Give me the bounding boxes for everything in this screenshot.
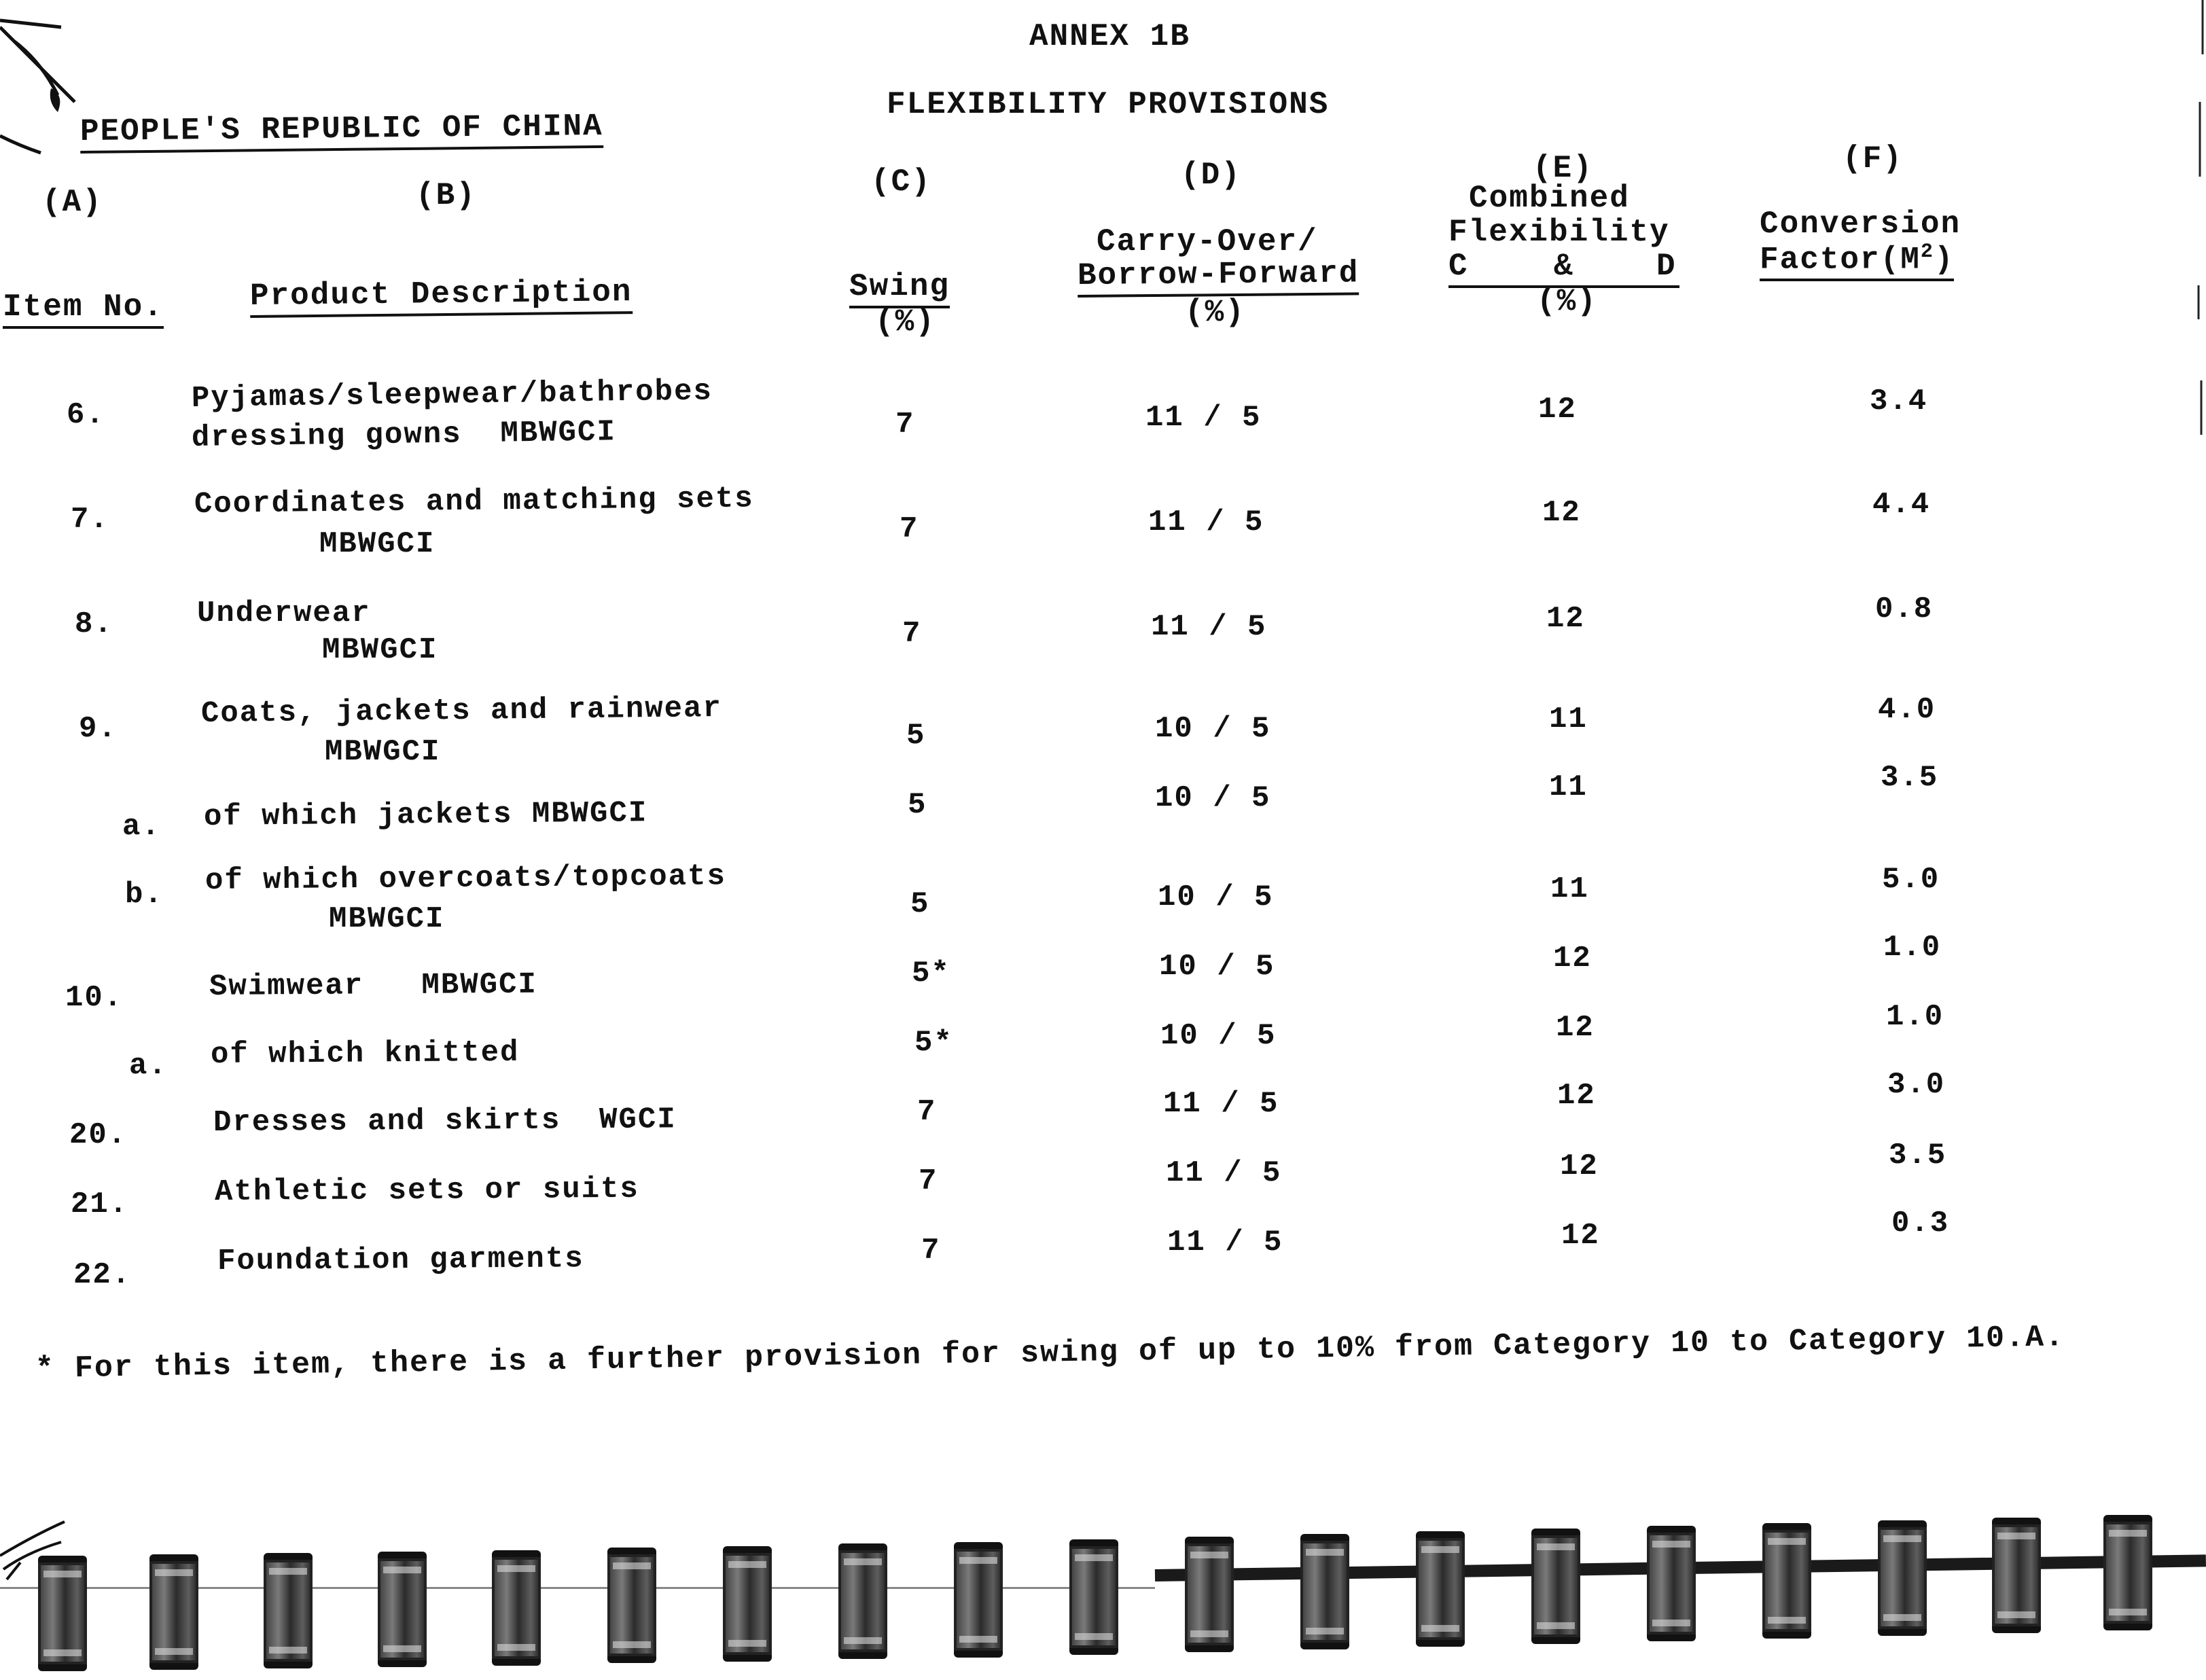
binding-coil (1762, 1523, 1811, 1639)
table-row-combined: 12 (1561, 1219, 1600, 1253)
table-row-swing: 7 (919, 1164, 938, 1198)
table-row-factor: 1.0 (1883, 931, 1942, 965)
table-row-description: Coats, jackets and rainwear (200, 691, 723, 731)
column-a-letter: (A) (42, 185, 103, 220)
table-row-carry: 10 / 5 (1159, 950, 1275, 984)
binding-coil (492, 1550, 541, 1666)
table-row-factor: 1.0 (1886, 1000, 1944, 1034)
binding-coil (2103, 1515, 2152, 1630)
table-row-swing: 7 (917, 1095, 937, 1129)
table-row-item: a. (122, 810, 161, 844)
binding-coil (1185, 1537, 1234, 1652)
column-c-unit: (%) (875, 304, 936, 340)
table-row-swing: 5 (908, 788, 927, 822)
table-row-item: a. (129, 1049, 168, 1083)
table-row-description-line2: MBWGCI (325, 735, 441, 769)
table-row-description-line2: dressing gowns MBWGCI (191, 415, 617, 455)
binding-coil (1992, 1518, 2041, 1633)
table-row-description: of which knitted (210, 1035, 520, 1072)
column-f-header-line1: Conversion (1760, 207, 1961, 242)
binding-coil (378, 1552, 427, 1667)
table-row-carry: 10 / 5 (1160, 1019, 1277, 1053)
table-row-combined: 12 (1557, 1079, 1596, 1113)
annex-label: ANNEX 1B (1029, 19, 1190, 54)
column-d-header-line1: Carry-Over/ (1097, 224, 1318, 260)
column-e-amp-label: & (1554, 249, 1574, 284)
column-d-unit: (%) (1185, 295, 1245, 330)
table-row-description: of which overcoats/topcoats (204, 859, 727, 898)
table-row-item: 22. (73, 1258, 132, 1292)
table-row-description: Pyjamas/sleepwear/bathrobes (191, 374, 713, 416)
binding-coil (1878, 1520, 1927, 1636)
binding-coil (264, 1553, 313, 1668)
table-row-combined: 12 (1538, 393, 1577, 427)
table-row-description-line2: MBWGCI (329, 902, 445, 936)
table-row-description-line2: MBWGCI (322, 633, 438, 667)
table-row-carry: 10 / 5 (1155, 712, 1271, 746)
table-row-item: 21. (71, 1187, 129, 1221)
binding-coil (954, 1542, 1003, 1658)
table-row-factor: 0.3 (1891, 1207, 1950, 1240)
column-f-header-line2 (1760, 240, 1954, 281)
column-c-letter: (C) (871, 164, 931, 200)
table-row-factor: 3.0 (1887, 1068, 1946, 1102)
column-d-header-line2: Borrow-Forward (1078, 255, 1359, 298)
column-e-c-label: C (1448, 249, 1469, 284)
binding-coil (149, 1554, 198, 1670)
table-row-factor: 3.5 (1889, 1139, 1947, 1173)
table-row-item: 20. (69, 1118, 128, 1152)
table-row-swing: 5 (910, 887, 930, 921)
document-title: FLEXIBILITY PROVISIONS (887, 87, 1330, 122)
column-e-header-line3 (1448, 249, 1679, 288)
table-row-description: Swimwear MBWGCI (209, 967, 538, 1004)
table-row-factor: 4.0 (1878, 693, 1936, 727)
table-row-swing: 7 (900, 512, 919, 546)
table-row-swing: 7 (895, 408, 915, 442)
footnote: * For this item, there is a further provision for swing of up to 10% from Category 10 to Category 10.A. (35, 1320, 2065, 1387)
table-row-swing: 5* (912, 957, 950, 990)
table-row-factor: 5.0 (1882, 863, 1940, 897)
table-row-carry: 11 / 5 (1167, 1226, 1283, 1259)
column-c-header: Swing (849, 269, 950, 308)
table-row-carry: 11 / 5 (1151, 610, 1267, 644)
binding-coil (1416, 1531, 1465, 1647)
column-e-unit: (%) (1537, 284, 1597, 319)
binding-coil (1531, 1529, 1580, 1644)
table-row-description: of which jackets MBWGCI (203, 796, 648, 834)
table-row-description: Underwear (197, 596, 371, 630)
column-f-superscript: 2 (1920, 240, 1934, 264)
table-row-combined: 12 (1542, 496, 1581, 530)
binding-coil (723, 1546, 772, 1662)
table-row-combined: 11 (1549, 770, 1588, 804)
table-row-item: b. (125, 878, 164, 912)
table-row-swing: 7 (902, 617, 922, 651)
table-row-factor: 0.8 (1875, 592, 1934, 626)
table-row-description: Foundation garments (217, 1242, 584, 1279)
table-row-swing: 7 (921, 1234, 941, 1268)
column-f-label: Factor(M (1760, 242, 1921, 278)
table-row-carry: 11 / 5 (1148, 505, 1264, 539)
table-row-item: 6. (67, 398, 105, 432)
table-row-carry: 10 / 5 (1158, 880, 1274, 914)
table-row-description-line2: MBWGCI (319, 527, 435, 561)
table-row-carry: 11 / 5 (1166, 1156, 1282, 1190)
table-row-item: 9. (79, 712, 118, 746)
table-row-factor: 3.5 (1881, 761, 1939, 795)
table-row-swing: 5* (914, 1026, 953, 1060)
binding-coil (1069, 1539, 1118, 1655)
table-row-item: 7. (71, 503, 109, 537)
column-d-letter: (D) (1181, 158, 1241, 193)
column-f-label-end: ) (1934, 242, 1955, 278)
table-row-combined: 11 (1550, 872, 1589, 906)
column-b-letter: (B) (416, 178, 476, 213)
table-row-item: 8. (75, 607, 113, 641)
binding-coil (1647, 1526, 1696, 1641)
column-e-letter: (E) (1533, 151, 1593, 186)
country-name: PEOPLE'S REPUBLIC OF CHINA (80, 109, 603, 154)
table-row-combined: 12 (1553, 942, 1592, 976)
table-row-description: Coordinates and matching sets (194, 482, 754, 522)
table-row-item: 10. (65, 981, 124, 1015)
column-a-header: Item No. (3, 289, 164, 329)
binding-coil (607, 1548, 656, 1663)
corner-scribble (0, 0, 88, 163)
table-row-carry: 11 / 5 (1145, 401, 1262, 435)
table-row-carry: 10 / 5 (1155, 781, 1271, 815)
table-row-description: Dresses and skirts WGCI (213, 1103, 677, 1140)
table-row-combined: 12 (1546, 602, 1585, 636)
table-row-swing: 5 (906, 719, 926, 753)
table-row-combined: 11 (1549, 702, 1588, 736)
column-e-d-label: D (1656, 249, 1677, 284)
table-row-description: Athletic sets or suits (214, 1172, 640, 1209)
bottom-scribble (0, 1515, 82, 1596)
table-row-combined: 12 (1560, 1149, 1599, 1183)
table-row-factor: 3.4 (1870, 385, 1928, 418)
column-f-letter: (F) (1843, 141, 1903, 177)
right-edge-marks (2193, 0, 2206, 679)
table-row-combined: 12 (1556, 1011, 1595, 1045)
binding-coil (1300, 1534, 1349, 1649)
binding-coil (838, 1543, 887, 1659)
table-row-factor: 4.4 (1872, 488, 1931, 522)
column-e-header-line2: Flexibility (1448, 215, 1670, 250)
table-row-carry: 11 / 5 (1163, 1087, 1279, 1121)
column-b-header: Product Description (250, 274, 633, 318)
column-e-header-line1: Combined (1469, 181, 1630, 216)
